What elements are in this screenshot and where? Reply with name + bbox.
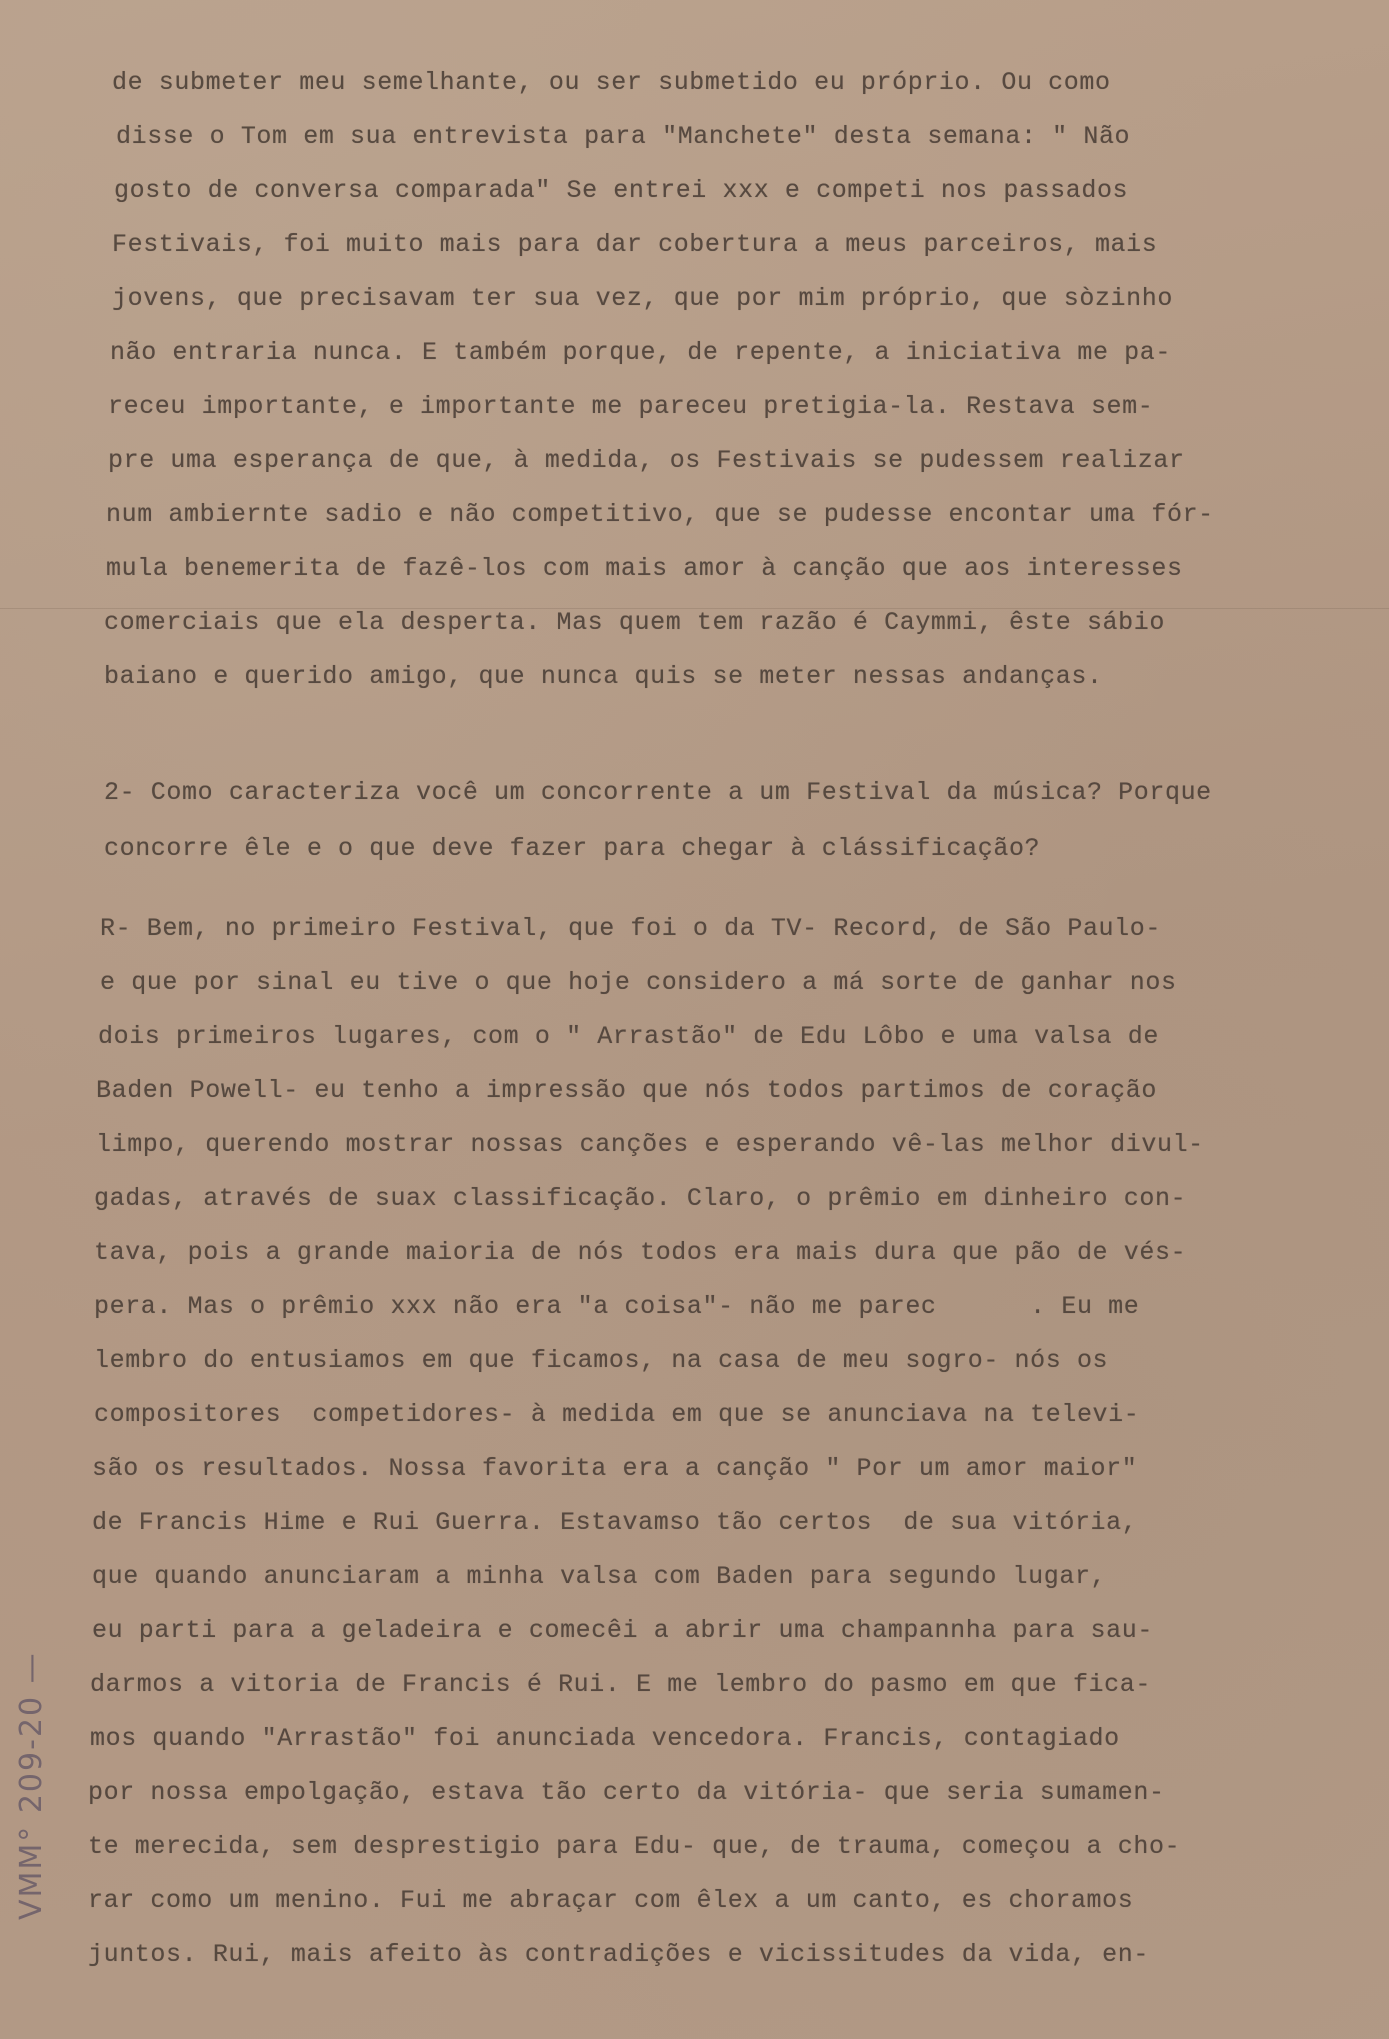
answer-line: limpo, querendo mostrar nossas canções e esperando vê-las melhor divul- — [96, 1130, 1204, 1159]
answer-line: e que por sinal eu tive o que hoje considero a má sorte de ganhar nos — [100, 968, 1177, 997]
text-line: jovens, que precisavam ter sua vez, que por mim próprio, que sòzinho — [112, 284, 1173, 313]
text-line: mula benemerita de fazê-los com mais amor à canção que aos interesses — [106, 554, 1183, 583]
answer-line: compositores competidores- à medida em que se anunciava na televi- — [94, 1400, 1140, 1429]
answer-line: darmos a vitoria de Francis é Rui. E me lembro do pasmo em que fica- — [90, 1670, 1151, 1699]
text-line: gosto de conversa comparada" Se entrei xxx e competi nos passados — [114, 176, 1129, 205]
answer-line: tava, pois a grande maioria de nós todos era mais dura que pão de vés- — [94, 1238, 1187, 1267]
answer-line: eu parti para a geladeira e comecêi a abrir uma champannha para sau- — [92, 1616, 1153, 1645]
question-line: concorre êle e o que deve fazer para chegar à clássificação? — [104, 834, 1041, 863]
answer-line: te merecida, sem desprestigio para Edu- que, de trauma, começou a cho- — [88, 1832, 1181, 1861]
text-line: de submeter meu semelhante, ou ser submetido eu próprio. Ou como — [112, 68, 1111, 97]
text-line: não entraria nunca. E também porque, de repente, a iniciativa me pa- — [110, 338, 1171, 367]
answer-line: gadas, através de suax classificação. Claro, o prêmio em dinheiro con- — [94, 1184, 1187, 1213]
text-line: receu importante, e importante me pareceu pretigia-la. Restava sem- — [108, 392, 1154, 421]
answer-line: R- Bem, no primeiro Festival, que foi o da TV- Record, de São Paulo- — [100, 914, 1161, 943]
text-line: baiano e querido amigo, que nunca quis se meter nessas andanças. — [104, 662, 1103, 691]
text-line: num ambiernte sadio e não competitivo, que se pudesse encontar uma fór- — [106, 500, 1214, 529]
answer-line: mos quando "Arrastão" foi anunciada vencedora. Francis, contagiado — [90, 1724, 1120, 1753]
answer-line: pera. Mas o prêmio xxx não era "a coisa"- não me parec . Eu me — [94, 1292, 1140, 1321]
answer-line: são os resultados. Nossa favorita era a canção " Por um amor maior" — [92, 1454, 1138, 1483]
answer-line: Baden Powell- eu tenho a impressão que nós todos partimos de coração — [96, 1076, 1157, 1105]
answer-line: juntos. Rui, mais afeito às contradições e vicissitudes da vida, en- — [88, 1940, 1149, 1969]
answer-line: que quando anunciaram a minha valsa com Baden para segundo lugar, — [92, 1562, 1107, 1591]
answer-line: de Francis Hime e Rui Guerra. Estavamso tão certos de sua vitória, — [92, 1508, 1138, 1537]
archive-margin-note: VMM° 209-20 — — [14, 1651, 49, 1920]
answer-line: rar como um menino. Fui me abraçar com êlex a um canto, es choramos — [88, 1886, 1134, 1915]
text-line: Festivais, foi muito mais para dar cobertura a meus parceiros, mais — [112, 230, 1158, 259]
answer-line: por nossa empolgação, estava tão certo da vitória- que seria sumamen- — [88, 1778, 1165, 1807]
answer-line: lembro do entusiamos em que ficamos, na casa de meu sogro- nós os — [94, 1346, 1109, 1375]
question-line: 2- Como caracteriza você um concorrente a um Festival da música? Porque — [104, 778, 1212, 807]
text-line: pre uma esperança de que, à medida, os Festivais se pudessem realizar — [108, 446, 1185, 475]
text-line: disse o Tom em sua entrevista para "Manchete" desta semana: " Não — [116, 122, 1131, 151]
answer-line: dois primeiros lugares, com o " Arrastão" de Edu Lôbo e uma valsa de — [98, 1022, 1159, 1051]
text-line: comerciais que ela desperta. Mas quem tem razão é Caymmi, êste sábio — [104, 608, 1165, 637]
